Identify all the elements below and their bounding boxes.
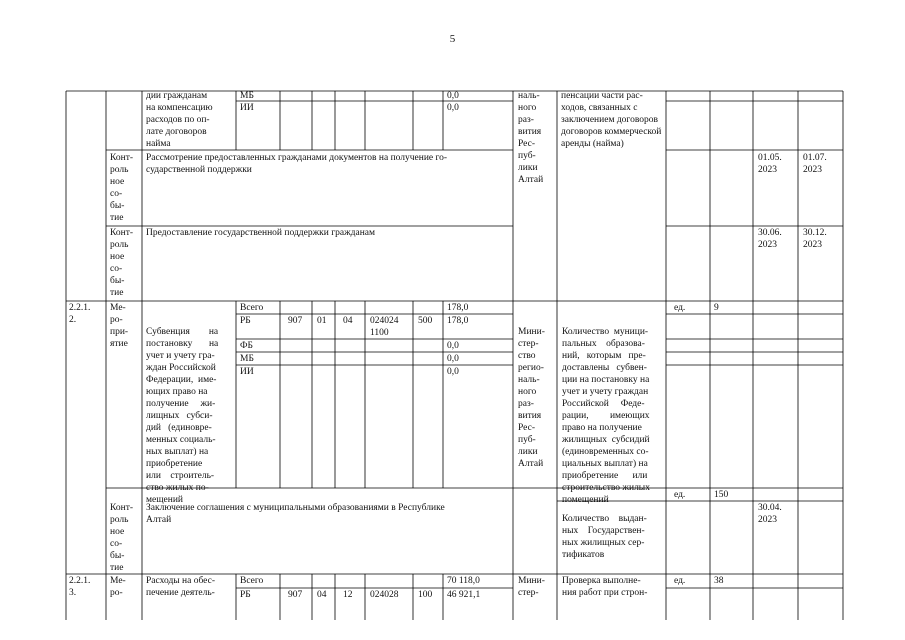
- measure-type: Ме- ро- при- ятие: [110, 303, 129, 349]
- unit-cell: ед.: [674, 490, 686, 500]
- vr-code: 100: [418, 590, 433, 600]
- measure-number: 2.2.1. 3.: [69, 576, 91, 598]
- amount-cell: 0,0: [447, 341, 459, 351]
- executor-cell: Мини- стер- ство регио- наль- ного раз- вития Рес- пуб- лики Алтай: [518, 327, 545, 469]
- source-label: РБ: [240, 590, 251, 600]
- event-start-date: 30.06. 2023: [758, 228, 782, 250]
- amount-cell: 70 118,0: [447, 576, 480, 586]
- measure-name: Субвенция на постановку на учет и учету гра- ждан Российской Федерации, име- ющих право на получение жи- лищных субси- дий (единовре- менных социаль- ных выплат) на приобретение или строитель- ство жилых по- мещений: [146, 327, 219, 505]
- rz-code: 01: [317, 316, 327, 326]
- grbs-code: 907: [288, 316, 303, 326]
- source-label: ФБ: [240, 341, 253, 351]
- amount-cell: 0,0: [447, 91, 459, 101]
- pr-code: 04: [343, 316, 353, 326]
- csr-code: 024028: [370, 590, 399, 600]
- unit-cell: ед.: [674, 576, 686, 586]
- value-cell: 150: [714, 490, 729, 500]
- event-text: Рассмотрение предоставленных гражданами документов на получение го- сударственной поддержки: [146, 153, 448, 175]
- executor-cell-top: наль- ного раз- вития Рес- пуб- лики Алтай: [518, 91, 544, 185]
- csr-code: 024024 1100: [370, 316, 399, 338]
- source-label: РБ: [240, 316, 251, 326]
- event-text: Заключение соглашения с муниципальными образованиями в Республике Алтай: [146, 503, 445, 525]
- event-end-date: 01.07. 2023: [803, 153, 827, 175]
- event-start-date: 30.04. 2023: [758, 503, 782, 525]
- control-event-label: Конт- роль ное со- бы- тие: [110, 228, 134, 298]
- event-end-date: 30.12. 2023: [803, 228, 827, 250]
- source-label: Всего: [240, 576, 264, 586]
- indicator-text: Количество выдан- ных Государствен- ных жилищных сер- тификатов: [562, 514, 647, 560]
- source-label: МБ: [240, 354, 254, 364]
- grbs-code: 907: [288, 590, 303, 600]
- source-label: ИИ: [240, 103, 254, 113]
- executor-cell: Мини- стер-: [518, 576, 545, 598]
- event-start-date: 01.05. 2023: [758, 153, 782, 175]
- page-number: 5: [449, 33, 456, 45]
- unit-cell: ед.: [674, 303, 686, 313]
- value-cell: 9: [714, 303, 719, 313]
- source-label: МБ: [240, 91, 254, 101]
- amount-cell: 0,0: [447, 354, 459, 364]
- source-label: ИИ: [240, 367, 254, 377]
- value-cell: 38: [714, 576, 724, 586]
- amount-cell: 178,0: [447, 303, 469, 313]
- indicator-text: Количество муници- пальных образова- ний, которым пре- доставлены субвен- ции на постановку на учет и учету граждан Российской Феде- рации, имеющих право на получение жилищных субсидий (единовременных со- циальных выплат) на приобретение или строительство жилых помещений: [562, 327, 650, 505]
- event-text: Предоставление государственной поддержки гражданам: [146, 228, 376, 238]
- vr-code: 500: [418, 316, 433, 326]
- source-label: Всего: [240, 303, 264, 313]
- rz-code: 04: [317, 590, 327, 600]
- indicator-text: Проверка выполне- ния работ при строн-: [562, 576, 648, 598]
- amount-cell: 0,0: [447, 367, 459, 377]
- measure-number: 2.2.1. 2.: [69, 303, 91, 325]
- pr-code: 12: [343, 590, 353, 600]
- measure-type: Ме- ро-: [110, 576, 126, 598]
- measure-name: Расходы на обес- печение деятель-: [146, 576, 216, 598]
- amount-cell: 178,0: [447, 316, 469, 326]
- name-cell-cont: дии гражданам на компенсацию расходов по оп- лате договоров найма: [146, 91, 213, 149]
- amount-cell: 0,0: [447, 103, 459, 113]
- amount-cell: 46 921,1: [447, 590, 481, 600]
- control-event-label: Конт- роль ное со- бы- тие: [110, 153, 134, 223]
- control-event-label: Конт- роль ное со- бы- тие: [110, 503, 134, 573]
- indicator-cell-top: пенсации части рас- ходов, связанных с заключением договоров договоров коммерческой аренды (найма): [561, 91, 662, 149]
